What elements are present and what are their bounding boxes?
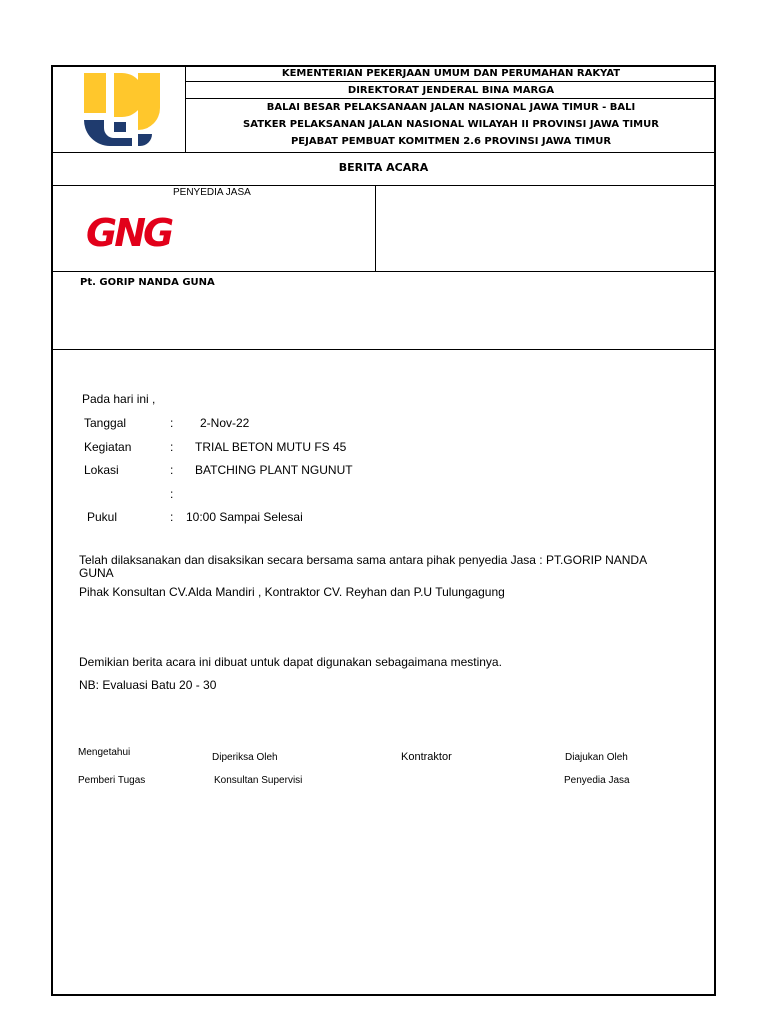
header-ministry: KEMENTERIAN PEKERJAAN UMUM DAN PERUMAHAN RAKYAT <box>281 68 621 79</box>
tanggal-value: 2-Nov-22 <box>200 416 250 430</box>
provider-bottom-border <box>52 271 715 272</box>
lokasi-label: Lokasi <box>84 463 119 477</box>
header-ppk: PEJABAT PEMBUAT KOMITMEN 2.6 PROVINSI JAWA TIMUR <box>290 136 612 147</box>
closing-text: Demikian berita acara ini dibuat untuk dapat digunakan sebagaimana mestinya. <box>79 655 502 669</box>
statement-line-1: Telah dilaksanakan dan disaksikan secara bersama sama antara pihak penyedia Jasa : PT.GORIP NANDA <box>79 553 648 567</box>
header-bottom-border <box>52 152 715 153</box>
header-balai: BALAI BESAR PELAKSANAAN JALAN NASIONAL JAWA TIMUR - BALI <box>266 102 636 113</box>
header-logo-divider <box>185 66 186 153</box>
parties-text: Pihak Konsultan CV.Alda Mandiri , Kontraktor CV. Reyhan dan P.U Tulungagung <box>79 585 505 599</box>
signature-pemberi-tugas: Pemberi Tugas <box>78 775 146 786</box>
intro-text: Pada hari ini , <box>82 392 156 406</box>
tanggal-colon: : <box>170 416 174 430</box>
extra-colon: : <box>170 487 174 501</box>
signature-penyedia: Penyedia Jasa <box>564 775 630 786</box>
gng-logo: GNG <box>86 211 172 255</box>
note-text: NB: Evaluasi Batu 20 - 30 <box>79 678 217 692</box>
kegiatan-label: Kegiatan <box>84 440 132 454</box>
document-title: BERITA ACARA <box>338 161 429 174</box>
provider-label: PENYEDIA JASA <box>173 187 251 198</box>
pukul-label: Pukul <box>87 510 118 524</box>
provider-divider <box>375 186 376 272</box>
kegiatan-value: TRIAL BETON MUTU FS 45 <box>195 440 347 454</box>
title-bottom-border <box>52 185 715 186</box>
lokasi-colon: : <box>170 463 174 477</box>
signature-diajukan: Diajukan Oleh <box>565 752 628 763</box>
pukul-colon: : <box>170 510 174 524</box>
header-directorate: DIREKTORAT JENDERAL BINA MARGA <box>347 85 555 96</box>
header-satker: SATKER PELAKSANAN JALAN NASIONAL WILAYAH II PROVINSI JAWA TIMUR <box>243 119 659 130</box>
pukul-value: 10:00 Sampai Selesai <box>186 510 303 524</box>
signature-diperiksa: Diperiksa Oleh <box>212 752 278 763</box>
lokasi-value: BATCHING PLANT NGUNUT <box>195 463 353 477</box>
signature-konsultan: Konsultan Supervisi <box>214 775 303 786</box>
company-bottom-border <box>52 349 715 350</box>
document-frame <box>51 65 716 996</box>
signature-kontraktor: Kontraktor <box>401 751 452 763</box>
company-name: Pt. GORIP NANDA GUNA <box>80 277 215 288</box>
pu-logo-icon <box>80 70 164 148</box>
tanggal-label: Tanggal <box>84 416 127 430</box>
signature-mengetahui: Mengetahui <box>78 747 131 758</box>
kegiatan-colon: : <box>170 440 174 454</box>
statement-line-2: GUNA <box>79 566 114 580</box>
